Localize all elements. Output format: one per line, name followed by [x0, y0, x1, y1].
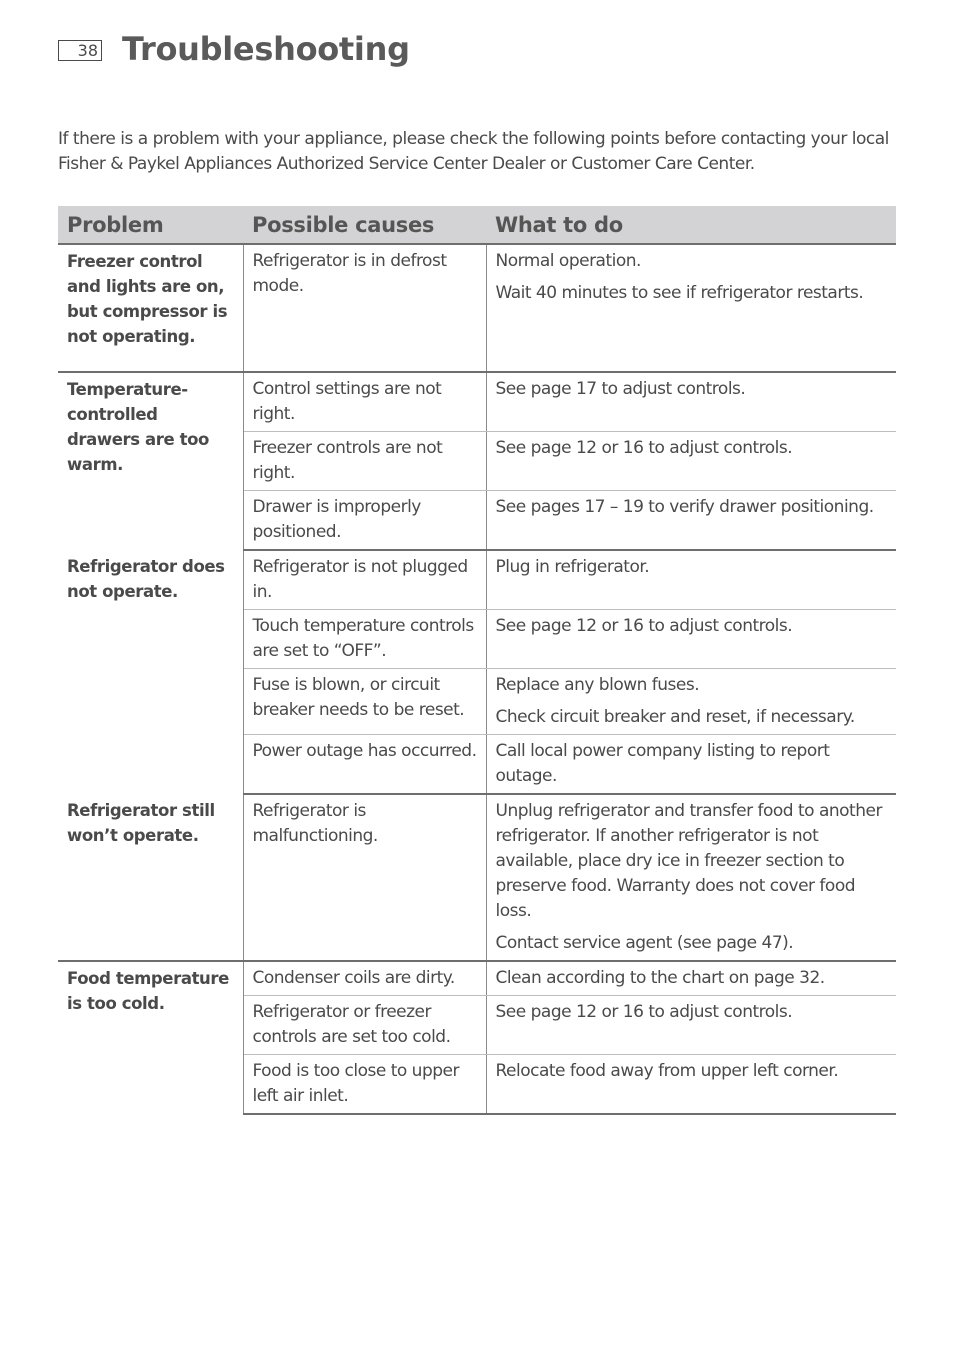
- intro-paragraph: If there is a problem with your appliance, please check the following points before contacting your local Fisher & Paykel Appliances Authorized Service Center Dealer or Customer Care Center.: [58, 129, 889, 174]
- table-header-row: [58, 206, 896, 244]
- action-text: Plug in refrigerator.: [495, 557, 650, 577]
- problem-cell: Food temperature is too cold.: [58, 961, 243, 1114]
- table-row: [58, 961, 896, 996]
- what-to-do-cell: [486, 550, 896, 610]
- cause-cell: Food is too close to upper left air inlet.: [243, 1055, 486, 1115]
- what-to-do-cell: [486, 669, 896, 735]
- what-to-do-cell: [486, 610, 896, 669]
- action-text: Replace any blown fuses.: [495, 675, 700, 695]
- problem-cell: Refrigerator does not operate.: [58, 550, 243, 794]
- problem-cell: Freezer control and lights are on, but compressor is not operating.: [58, 244, 243, 372]
- what-to-do-cell: [486, 961, 896, 996]
- header-what-to-do: What to do: [486, 206, 896, 244]
- cause-cell: Freezer controls are not right.: [243, 432, 486, 491]
- cause-cell: Condenser coils are dirty.: [243, 961, 486, 996]
- what-to-do-cell: [486, 735, 896, 795]
- action-text: See pages 17 – 19 to verify drawer positioning.: [495, 497, 874, 517]
- what-to-do-cell: [486, 491, 896, 551]
- header-possible-causes: Possible causes: [243, 206, 486, 244]
- action-text: Unplug refrigerator and transfer food to another refrigerator. If another refrigerator is not available, place dry ice in freezer section to preserve food. Warranty does not cover food loss.: [495, 801, 882, 921]
- action-text: Contact service agent (see page 47).: [495, 933, 794, 953]
- action-text: See page 17 to adjust controls.: [495, 379, 746, 399]
- what-to-do-cell: [486, 996, 896, 1055]
- action-text: Relocate food away from upper left corner.: [495, 1061, 839, 1081]
- what-to-do-cell: [486, 372, 896, 432]
- action-text: Check circuit breaker and reset, if necessary.: [495, 707, 855, 727]
- cause-cell: Refrigerator or freezer controls are set too cold.: [243, 996, 486, 1055]
- page-number: 38: [58, 40, 102, 61]
- table-row: [58, 794, 896, 961]
- action-text: Normal operation.: [495, 251, 641, 271]
- problem-cell: Refrigerator still won’t operate.: [58, 794, 243, 961]
- action-text: Wait 40 minutes to see if refrigerator restarts.: [495, 283, 864, 303]
- what-to-do-cell: [486, 244, 896, 372]
- action-text: See page 12 or 16 to adjust controls.: [495, 616, 793, 636]
- cause-cell: Refrigerator is malfunctioning.: [243, 794, 486, 961]
- cause-cell: Refrigerator is in defrost mode.: [243, 244, 486, 372]
- cause-cell: Refrigerator is not plugged in.: [243, 550, 486, 610]
- cause-cell: Control settings are not right.: [243, 372, 486, 432]
- table-row: [58, 244, 896, 372]
- cause-cell: Power outage has occurred.: [243, 735, 486, 795]
- problem-cell: Temperature-controlled drawers are too warm.: [58, 372, 243, 550]
- action-text: Clean according to the chart on page 32.: [495, 968, 825, 988]
- cause-cell: Touch temperature controls are set to “OFF”.: [243, 610, 486, 669]
- table-row: [58, 550, 896, 610]
- page-title: Troubleshooting: [122, 30, 410, 68]
- action-text: Call local power company listing to report outage.: [495, 741, 830, 786]
- action-text: See page 12 or 16 to adjust controls.: [495, 438, 793, 458]
- cause-cell: Fuse is blown, or circuit breaker needs to be reset.: [243, 669, 486, 735]
- header-problem: Problem: [58, 206, 243, 244]
- what-to-do-cell: [486, 794, 896, 961]
- what-to-do-cell: [486, 1055, 896, 1115]
- cause-cell: Drawer is improperly positioned.: [243, 491, 486, 551]
- troubleshooting-table: [58, 206, 896, 1115]
- action-text: See page 12 or 16 to adjust controls.: [495, 1002, 793, 1022]
- what-to-do-cell: [486, 432, 896, 491]
- table-row: [58, 372, 896, 432]
